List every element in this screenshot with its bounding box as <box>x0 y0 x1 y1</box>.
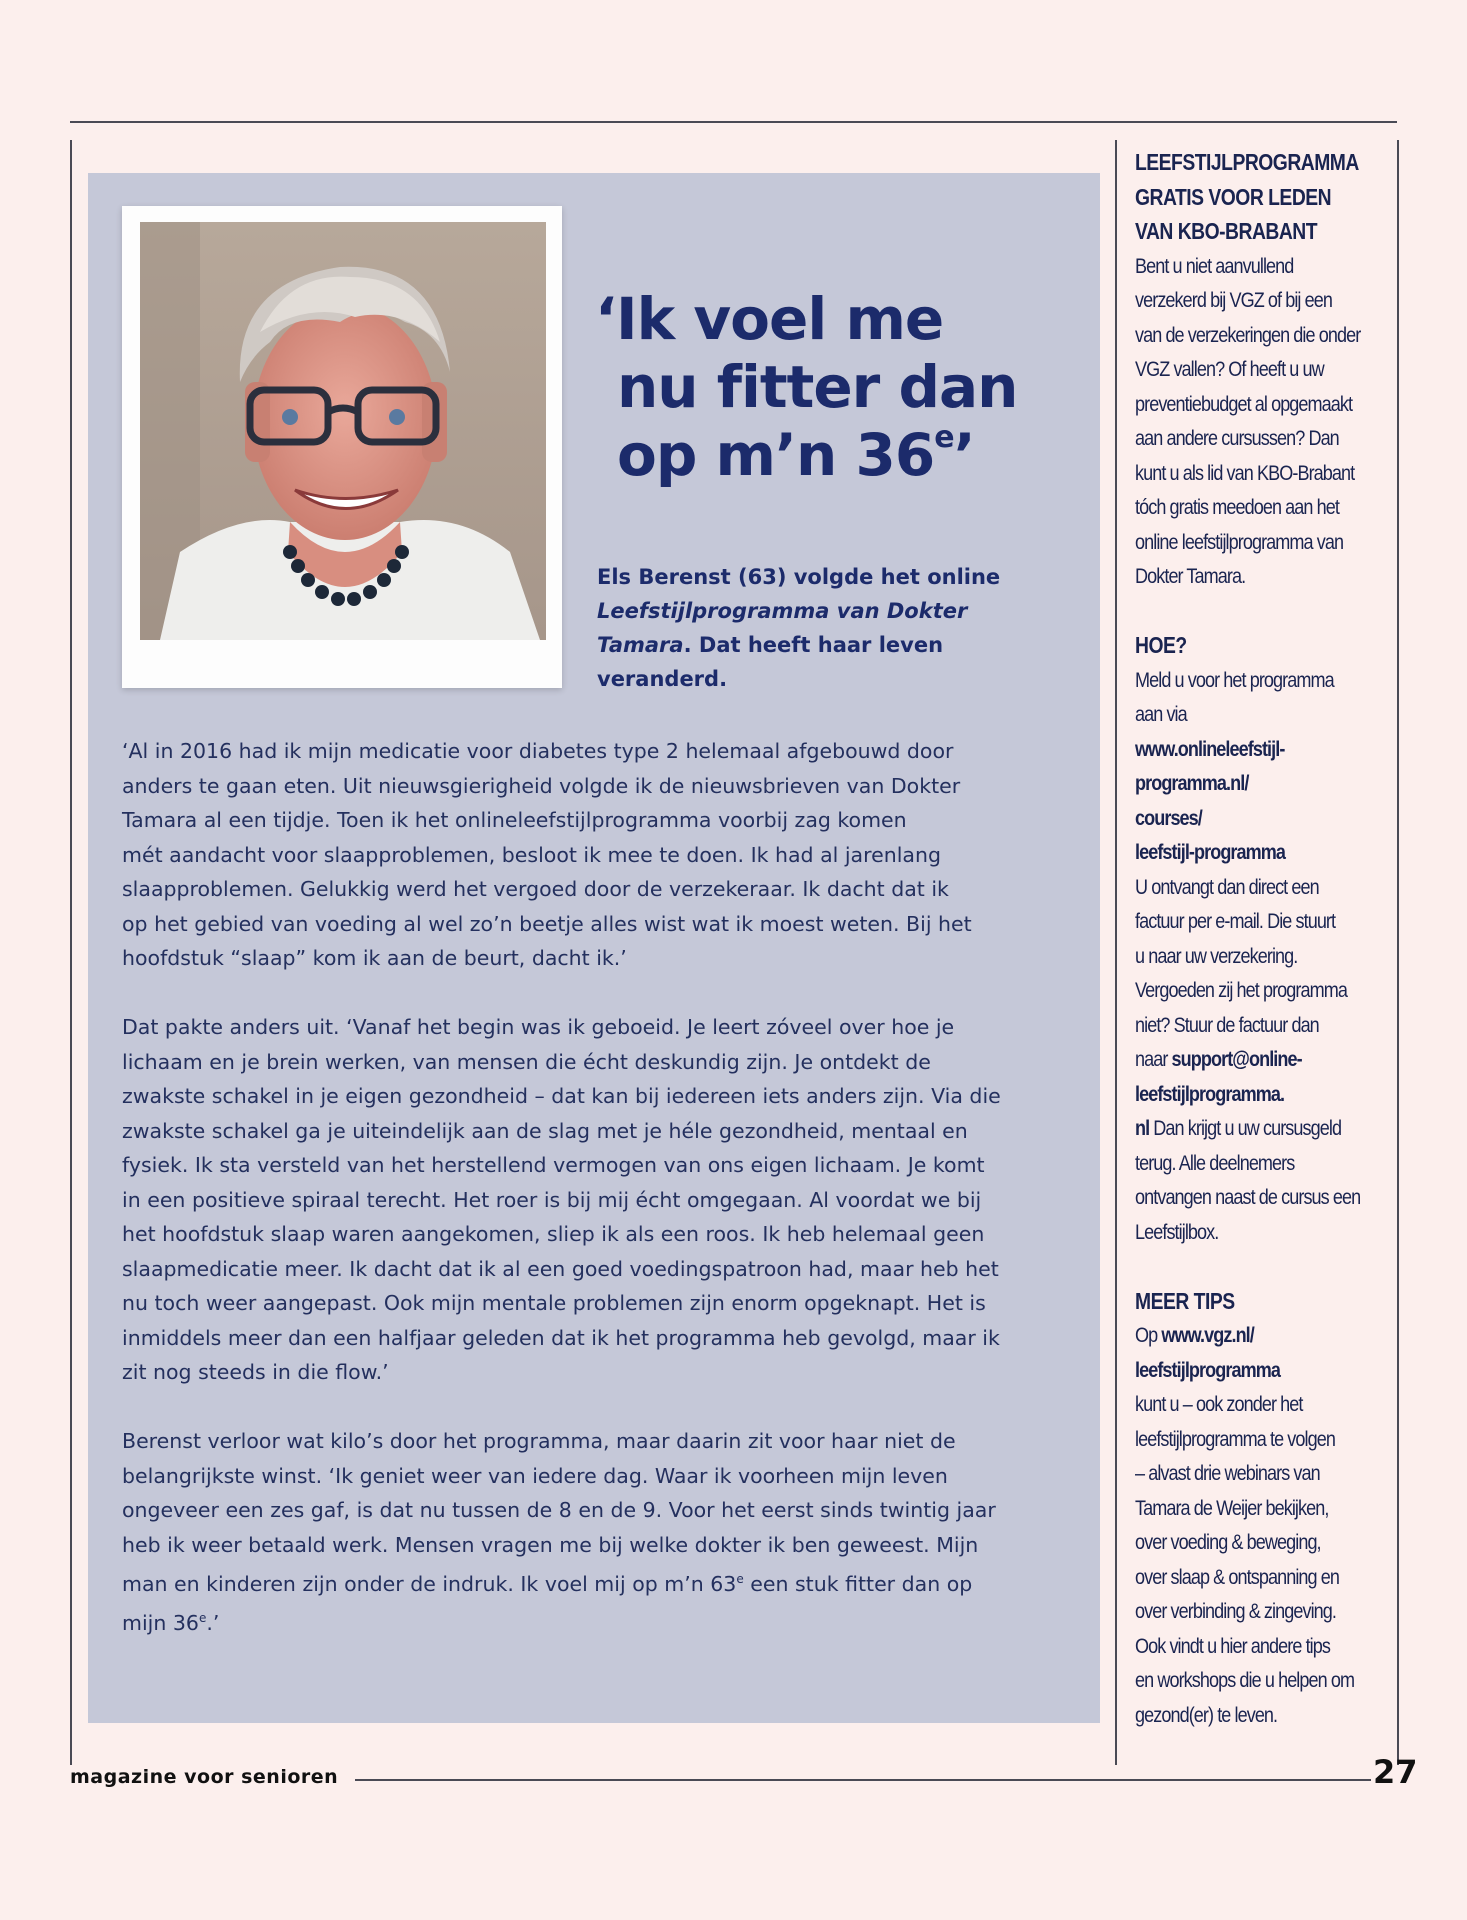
sidebar-line: van de verzekeringen die onder <box>1135 322 1361 347</box>
sidebar-line: VGZ vallen? Of heeft u uw <box>1135 357 1324 381</box>
headline-line-3-text: op m’n 36 <box>617 421 935 489</box>
page-number: 27 <box>1373 1753 1418 1791</box>
sidebar-text: Dan krijgt u uw cursusgeld <box>1149 1116 1342 1140</box>
article-headline <box>595 285 1065 489</box>
sidebar-line: aan via <box>1135 702 1187 726</box>
sidebar-heading-hoe: HOE? <box>1135 632 1187 658</box>
sidebar-line: tóch gratis meedoen aan het <box>1135 495 1339 519</box>
sidebar-line: online leefstijlprogramma van <box>1135 529 1344 554</box>
footer-rule <box>355 1779 1371 1781</box>
sidebar-line: Tamara de Weijer bekijken, <box>1135 1495 1329 1520</box>
sidebar-line <box>1135 1042 1395 1077</box>
sidebar-line <box>1135 1077 1395 1112</box>
body-line: heb ik weer betaald werk. Mensen vragen me bij welke dokter ik ben geweest. Mijn <box>122 1532 979 1557</box>
vgz-link[interactable]: www.vgz.nl/ <box>1161 1323 1254 1347</box>
sidebar-line <box>1135 1353 1395 1388</box>
sidebar-line: Ook vindt u hier andere tips <box>1135 1633 1330 1658</box>
intro-program-name: Leefstijlprogramma van Dokter Tamara <box>597 599 968 657</box>
sidebar-line: verzekerd bij VGZ of bij een <box>1135 288 1332 312</box>
body-line: Dat pakte anders uit. ‘Vanaf het begin was ik geboeid. Je leert zóveel over hoe je <box>122 1015 955 1039</box>
body-text: mijn 36 <box>122 1611 199 1636</box>
sidebar-line <box>1135 1111 1395 1146</box>
body-line: anders te gaan eten. Uit nieuwsgierigheid volgde ik de nieuwsbrieven van Dokter <box>122 773 961 798</box>
program-link[interactable] <box>1135 835 1395 870</box>
program-link-text[interactable]: courses/ <box>1135 805 1202 830</box>
sidebar-line: en workshops die u helpen om <box>1135 1668 1355 1692</box>
headline-line-1: ‘Ik voel me <box>595 285 944 353</box>
sidebar-heading: GRATIS VOOR LEDEN <box>1135 183 1332 210</box>
body-line: slaapmedicatie meer. Ik dacht dat ik al een goed voedingspatroon had, maar heb het <box>122 1256 999 1281</box>
sidebar-heading: LEEFSTIJLPROGRAMMA <box>1135 149 1359 175</box>
sidebar-line: Leefstijlbox. <box>1135 1219 1219 1244</box>
headline-closing-quote: ’ <box>953 421 975 489</box>
program-link[interactable] <box>1135 766 1395 801</box>
body-line: hoofdstuk “slaap” kom ik aan de beurt, dacht ik.’ <box>122 946 627 970</box>
body-paragraph-1 <box>122 734 1072 976</box>
sidebar-heading-meer-tips: MEER TIPS <box>1135 1287 1235 1314</box>
sidebar-line: kunt u – ook zonder het <box>1135 1392 1303 1416</box>
body-line: Berenst verloor wat kilo’s door het programma, maar daarin zit voor haar niet de <box>122 1429 956 1453</box>
sidebar-line: Bent u niet aanvullend <box>1135 253 1294 278</box>
sidebar-line: Vergoeden zij het programma <box>1135 978 1347 1002</box>
vgz-link[interactable]: leefstijlprogramma <box>1135 1357 1280 1382</box>
sidebar-heading: VAN KBO-BRABANT <box>1135 218 1318 244</box>
body-line: Tamara al een tijdje. Toen ik het onlineleefstijlprogramma voorbij zag komen <box>122 808 907 832</box>
magazine-label: magazine voor senioren <box>70 1766 339 1788</box>
body-line: in een positieve spiraal terecht. Het roer is bij mij écht omgegaan. Al voordat we bij <box>122 1187 982 1212</box>
headline-superscript: e <box>934 420 954 455</box>
sidebar-line: factuur per e-mail. Die stuurt <box>1135 909 1336 933</box>
sidebar-line: Dokter Tamara. <box>1135 564 1246 588</box>
right-column-rule <box>1397 140 1399 1765</box>
sidebar-line: niet? Stuur de factuur dan <box>1135 1012 1319 1037</box>
sidebar-line: preventiebudget al opgemaakt <box>1135 391 1353 416</box>
program-link-text[interactable]: programma.nl/ <box>1135 771 1249 795</box>
intro-text-2: . Dat heeft haar leven veranderd. <box>597 633 944 691</box>
sidebar-line: gezond(er) te leven. <box>1135 1702 1278 1727</box>
body-line <box>122 1601 1072 1640</box>
body-line: nu toch weer aangepast. Ook mijn mentale problemen zijn enorm opgeknapt. Het is <box>122 1291 986 1315</box>
sidebar-text: Op <box>1135 1323 1162 1347</box>
headline-line-3 <box>595 421 1065 489</box>
sidebar-line: – alvast drie webinars van <box>1135 1461 1320 1485</box>
body-line: lichaam en je brein werken, van mensen die écht deskundig zijn. Je ontdekt de <box>122 1049 931 1074</box>
sidebar-text: naar <box>1135 1047 1172 1071</box>
body-line <box>122 1562 1072 1601</box>
intro-text-1: Els Berenst (63) volgde het online <box>597 565 1001 589</box>
support-email-link[interactable]: support@online- <box>1171 1047 1302 1071</box>
top-rule <box>70 121 1397 123</box>
program-link[interactable] <box>1135 801 1395 836</box>
sidebar-line: leefstijlprogramma te volgen <box>1135 1426 1335 1451</box>
sidebar-line: Meld u voor het programma <box>1135 667 1334 692</box>
support-email-link[interactable]: nl <box>1135 1116 1150 1140</box>
sidebar-line: kunt u als lid van KBO-Brabant <box>1135 460 1355 485</box>
body-text: man en kinderen zijn onder de indruk. Ik voel mij op m’n 63 <box>122 1571 737 1596</box>
headline-line-2: nu fitter dan <box>617 353 1018 421</box>
support-email-link[interactable]: leefstijlprogramma. <box>1135 1081 1285 1106</box>
body-line: zwakste schakel ga je uiteindelijk aan de slag met je héle gezondheid, mentaal en <box>122 1118 968 1143</box>
portrait-photo <box>140 222 546 640</box>
superscript: e <box>198 1611 207 1626</box>
sidebar-line: ontvangen naast de cursus een <box>1135 1185 1361 1209</box>
body-line: zwakste schakel in je eigen gezondheid – dat kan bij iedereen iets anders zijn. Via die <box>122 1084 1001 1108</box>
body-line: mét aandacht voor slaapproblemen, besloot ik mee te doen. Ik had al jarenlang <box>122 842 941 867</box>
body-paragraph-2 <box>122 1010 1072 1390</box>
body-line: inmiddels meer dan een halfjaar geleden dat ik het programma heb gevolgd, maar ik <box>122 1325 1000 1350</box>
body-line: zit nog steeds in die flow.’ <box>122 1360 389 1384</box>
sidebar-line: U ontvangt dan direct een <box>1135 874 1319 899</box>
sidebar-line <box>1135 1318 1395 1353</box>
body-line: ongeveer een zes gaf, is dat nu tussen de 8 en de 9. Voor het eerst sinds twintig jaar <box>122 1498 996 1522</box>
article-body <box>122 734 1072 1675</box>
program-link-text[interactable]: www.onlineleefstijl- <box>1135 736 1285 761</box>
body-text: een stuk fitter dan op <box>743 1571 973 1596</box>
sidebar-line: over verbinding & zingeving. <box>1135 1599 1337 1623</box>
body-line: op het gebied van voeding al wel zo’n beetje alles wist wat ik moest weten. Bij het <box>122 911 972 936</box>
sidebar-infobox <box>1135 145 1361 1732</box>
body-paragraph-3 <box>122 1424 1072 1641</box>
sidebar-line: over slaap & ontspanning en <box>1135 1564 1339 1589</box>
body-text: .’ <box>206 1611 220 1636</box>
left-column-rule <box>70 140 72 1765</box>
body-line: slaapproblemen. Gelukkig werd het vergoed door de verzekeraar. Ik dacht dat ik <box>122 877 949 901</box>
program-link[interactable] <box>1135 732 1395 767</box>
sidebar-line: aan andere cursussen? Dan <box>1135 426 1339 450</box>
article-intro <box>597 560 1017 696</box>
sidebar-line: terug. Alle deelnemers <box>1135 1150 1295 1175</box>
body-line: het hoofdstuk slaap waren aangekomen, sliep ik als een roos. Ik heb helemaal geen <box>122 1222 985 1246</box>
body-line: fysiek. Ik sta versteld van het herstellend vermogen van ons eigen lichaam. Je komt <box>122 1153 985 1177</box>
body-line: ‘Al in 2016 had ik mijn medicatie voor diabetes type 2 helemaal afgebouwd door <box>122 739 954 763</box>
program-link-text[interactable]: leefstijl-programma <box>1135 840 1286 864</box>
sidebar-line: over voeding & beweging, <box>1135 1530 1321 1554</box>
body-line: belangrijkste winst. ‘Ik geniet weer van iedere dag. Waar ik voorheen mijn leven <box>122 1463 948 1488</box>
sidebar-line: u naar uw verzekering. <box>1135 943 1298 968</box>
superscript: e <box>736 1572 744 1586</box>
sidebar-divider-rule <box>1115 140 1117 1765</box>
